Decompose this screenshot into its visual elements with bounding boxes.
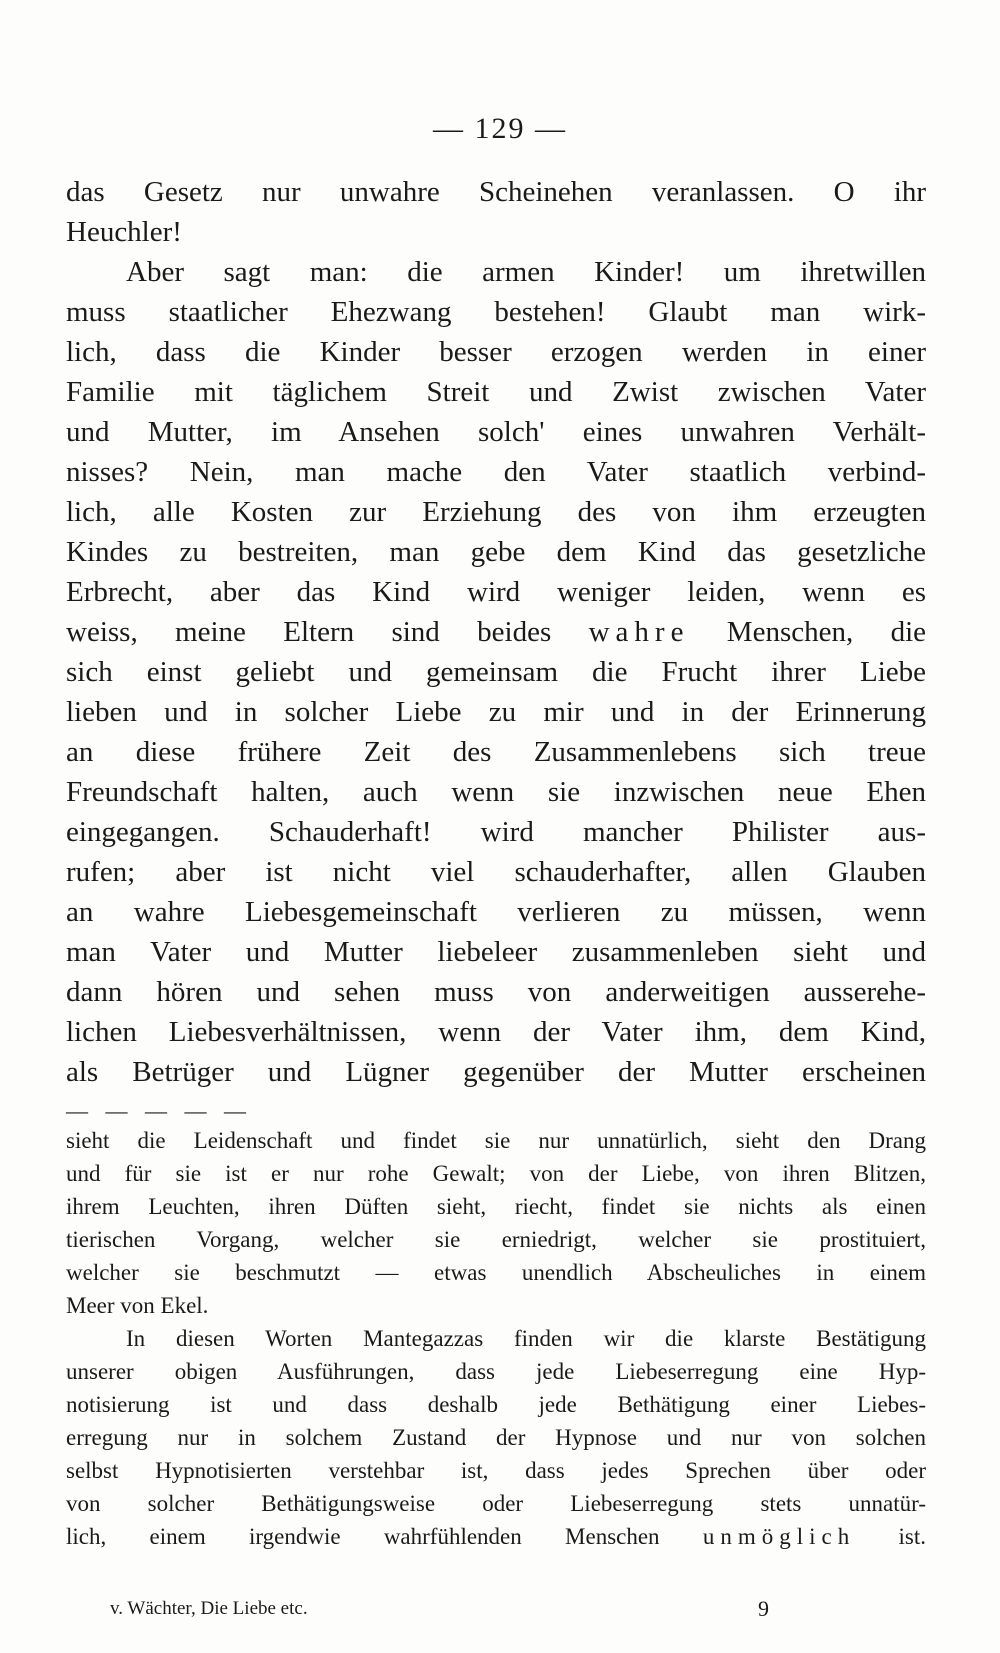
- footnote-line: [66, 1520, 926, 1553]
- footnote-line: selbst Hypnotisierten verstehbar ist, dass jedes Sprechen über oder: [66, 1458, 926, 1483]
- text-line: Kindes zu bestreiten, man gebe dem Kind das gesetzliche: [66, 536, 926, 568]
- signature-mark: 9: [758, 1596, 769, 1621]
- footnote-text: [66, 1124, 926, 1553]
- text-segment: weiss, meine Eltern sind beides: [66, 616, 552, 648]
- emphasized-word: wahre: [588, 616, 690, 648]
- text-line: lieben und in solcher Liebe zu mir und in der Erinnerung: [66, 696, 926, 728]
- text-line: das Gesetz nur unwahre Scheinehen veranlassen. O ihr: [66, 176, 926, 208]
- text-line: und Mutter, im Ansehen solch' eines unwahren Verhält-: [66, 416, 926, 448]
- text-segment: lich, einem irgendwie wahrfühlenden Menschen: [66, 1524, 660, 1549]
- text-line: lich, alle Kosten zur Erziehung des von ihm erzeugten: [66, 496, 926, 528]
- text-segment: Menschen, die: [726, 616, 927, 648]
- footnote-line: unserer obigen Ausführungen, dass jede Liebeserregung eine Hyp-: [66, 1359, 926, 1384]
- text-line: eingegangen. Schauderhaft! wird mancher Philister aus-: [66, 816, 926, 848]
- footnote-line: notisierung ist und dass deshalb jede Bethätigung einer Liebes-: [66, 1392, 926, 1417]
- footnote-line: Meer von Ekel.: [66, 1293, 209, 1318]
- footnote-line: und für sie ist er nur rohe Gewalt; von der Liebe, von ihren Blitzen,: [66, 1161, 926, 1186]
- footnote-divider: — — — — —: [66, 1098, 252, 1123]
- text-line: muss staatlicher Ehezwang bestehen! Glaubt man wirk-: [66, 296, 926, 328]
- text-line: sich einst geliebt und gemeinsam die Frucht ihrer Liebe: [66, 656, 926, 688]
- text-line: als Betrüger und Lügner gegenüber der Mutter erscheinen: [66, 1056, 926, 1088]
- text-line: man Vater und Mutter liebeleer zusammenleben sieht und: [66, 936, 926, 968]
- text-line: Erbrecht, aber das Kind wird weniger leiden, wenn es: [66, 576, 926, 608]
- text-line: Heuchler!: [66, 216, 182, 248]
- footnote-line: In diesen Worten Mantegazzas finden wir die klarste Bestätigung: [126, 1326, 926, 1351]
- page-number: — 129 —: [433, 112, 567, 145]
- main-text: [66, 172, 926, 1092]
- text-line: dann hören und sehen muss von anderweitigen ausserehe-: [66, 976, 926, 1008]
- text-line: Aber sagt man: die armen Kinder! um ihretwillen: [126, 256, 926, 288]
- text-line: lichen Liebesverhältnissen, wenn der Vater ihm, dem Kind,: [66, 1016, 926, 1048]
- footnote-line: erregung nur in solchem Zustand der Hypnose und nur von solchen: [66, 1425, 926, 1450]
- text-segment: ist.: [898, 1524, 926, 1549]
- text-line: an wahre Liebesgemeinschaft verlieren zu müssen, wenn: [66, 896, 926, 928]
- text-line: Familie mit täglichem Streit und Zwist zwischen Vater: [66, 376, 926, 408]
- text-line: [66, 612, 926, 652]
- footnote-line: welcher sie beschmutzt — etwas unendlich Abscheuliches in einem: [66, 1260, 926, 1285]
- emphasized-word: unmöglich: [702, 1524, 856, 1549]
- footnote-line: tierischen Vorgang, welcher sie erniedrigt, welcher sie prostituiert,: [66, 1227, 926, 1252]
- footnote-line: von solcher Bethätigungsweise oder Liebeserregung stets unnatür-: [66, 1491, 926, 1516]
- footnote-line: sieht die Leidenschaft und findet sie nur unnatürlich, sieht den Drang: [66, 1128, 926, 1153]
- text-line: an diese frühere Zeit des Zusammenlebens sich treue: [66, 736, 926, 768]
- text-line: rufen; aber ist nicht viel schauderhafter, allen Glauben: [66, 856, 926, 888]
- text-line: lich, dass die Kinder besser erzogen werden in einer: [66, 336, 926, 368]
- text-line: nisses? Nein, man mache den Vater staatlich verbind-: [66, 456, 926, 488]
- footnote-line: ihrem Leuchten, ihren Düften sieht, riecht, findet sie nichts als einen: [66, 1194, 926, 1219]
- printer-signature: v. Wächter, Die Liebe etc.: [110, 1598, 308, 1619]
- text-line: Freundschaft halten, auch wenn sie inzwischen neue Ehen: [66, 776, 926, 808]
